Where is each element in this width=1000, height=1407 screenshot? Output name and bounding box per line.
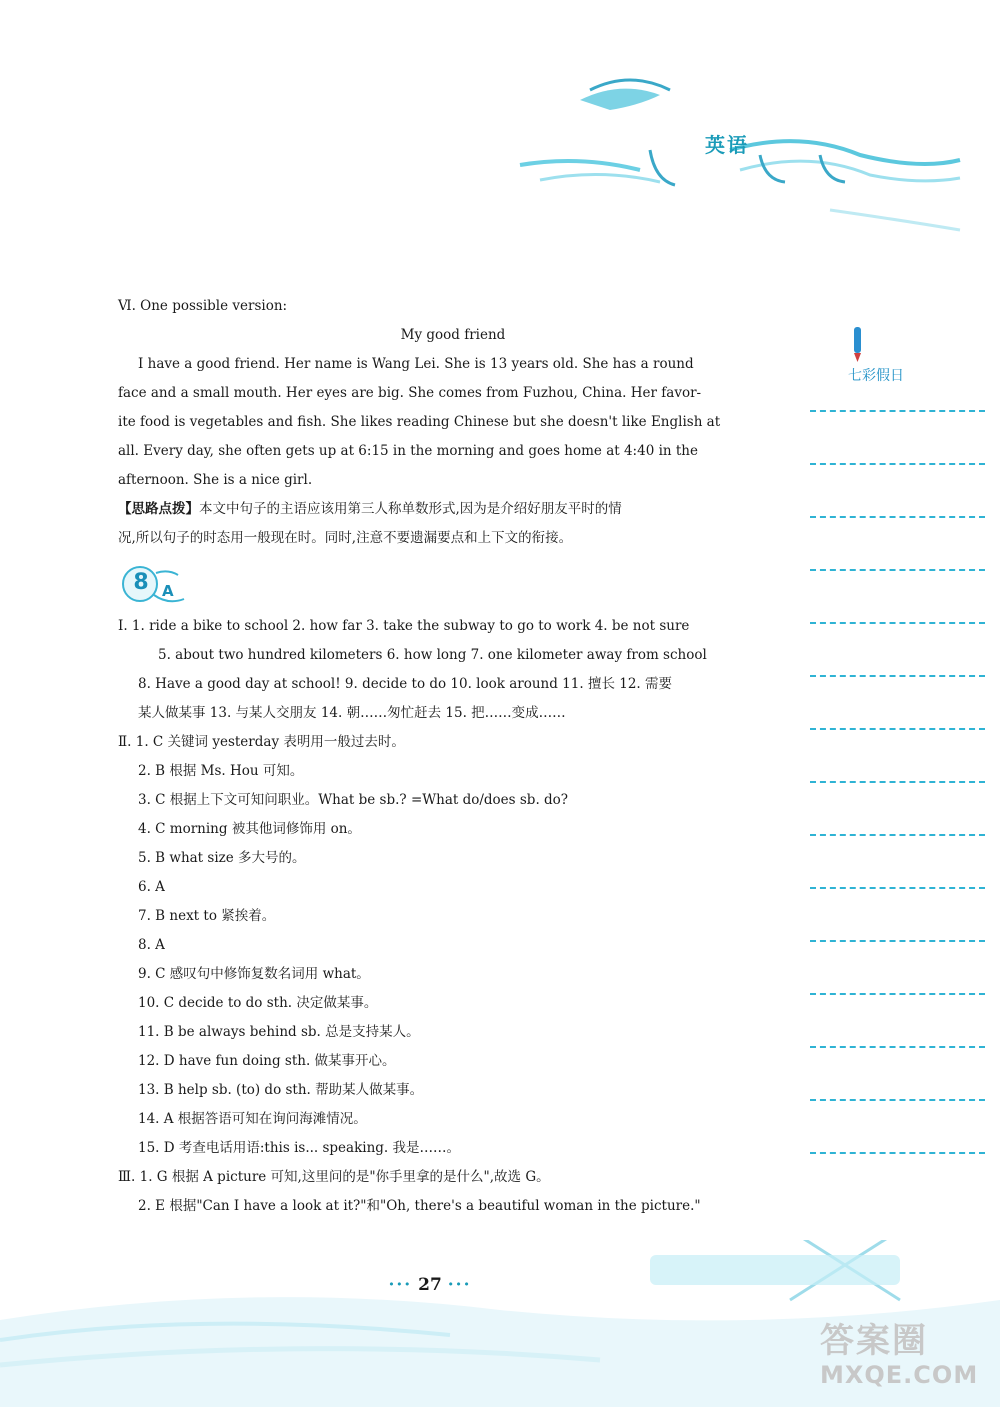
- note-line: [810, 834, 985, 836]
- tip-text: 本文中句子的主语应该用第三人称单数形式,因为是介绍好朋友平时的情: [199, 501, 622, 517]
- answer-line: 5. about two hundred kilometers 6. how long 7. one kilometer away from school: [158, 647, 707, 663]
- essay-title: My good friend: [400, 327, 506, 343]
- essay-line: ite food is vegetables and fish. She likes reading Chinese but she doesn't like English at: [118, 414, 721, 430]
- notes-column: [810, 400, 990, 1230]
- note-line: [810, 993, 985, 995]
- answer-line: 10. C decide to do sth. 决定做某事。: [138, 995, 378, 1011]
- essay-line: afternoon. She is a nice girl.: [118, 472, 313, 488]
- note-line: [810, 463, 985, 465]
- essay-line: I have a good friend. Her name is Wang Lei. She is 13 years old. She has a round: [138, 356, 694, 372]
- answer-line: 2. E 根据"Can I have a look at it?"和"Oh, there's a beautiful woman in the picture.": [138, 1198, 701, 1214]
- essay-line: all. Every day, she often gets up at 6:15 in the morning and goes home at 4:40 in the: [118, 443, 698, 459]
- answer-line: 6. A: [138, 879, 165, 895]
- watermark-text: 答案圈: [820, 1321, 928, 1361]
- pen-icon: [848, 325, 868, 365]
- note-line: [810, 675, 985, 677]
- watermark: [820, 1320, 990, 1395]
- answer-line: 4. C morning 被其他词修饰用 on。: [138, 821, 361, 837]
- tip-text: 况,所以句子的时态用一般现在时。同时,注意不要遗漏要点和上下文的衔接。: [118, 530, 573, 546]
- answer-line: 13. B help sb. (to) do sth. 帮助某人做某事。: [138, 1082, 424, 1098]
- note-line: [810, 1099, 985, 1101]
- section-heading: Ⅵ. One possible version:: [118, 298, 288, 314]
- page-dots: ···: [447, 1275, 472, 1295]
- answer-line: 9. C 感叹句中修饰复数名词用 what。: [138, 966, 370, 982]
- note-line: [810, 622, 985, 624]
- answer-line: 7. B next to 紧挨着。: [138, 908, 276, 924]
- page-number-value: 27: [418, 1275, 442, 1295]
- answer-line: Ⅱ. 1. C 关键词 yesterday 表明用一般过去时。: [118, 734, 405, 750]
- unit-badge: [118, 565, 188, 607]
- answers: [118, 612, 768, 1221]
- answer-line: 11. B be always behind sb. 总是支持某人。: [138, 1024, 420, 1040]
- answer-line: 12. D have fun doing sth. 做某事开心。: [138, 1053, 396, 1069]
- unit-part: A: [162, 582, 174, 600]
- page-dots: ···: [388, 1275, 413, 1295]
- tip-line: [118, 495, 758, 524]
- note-line: [810, 569, 985, 571]
- answer-line: 15. D 考查电话用语:this is... speaking. 我是……。: [138, 1140, 461, 1156]
- watermark-url: MXQE.COM: [820, 1361, 979, 1389]
- note-line: [810, 781, 985, 783]
- note-line: [810, 887, 985, 889]
- page-number: [380, 1275, 480, 1305]
- answer-line: 8. Have a good day at school! 9. decide to do 10. look around 11. 擅长 12. 需要: [138, 676, 672, 692]
- subject-label: 英语: [705, 133, 749, 157]
- note-line: [810, 940, 985, 942]
- essay-line: face and a small mouth. Her eyes are big. She comes from Fuzhou, China. Her favor-: [118, 385, 702, 401]
- answer-line: 2. B 根据 Ms. Hou 可知。: [138, 763, 304, 779]
- answer-line: 某人做某事 13. 与某人交朋友 14. 朝……匆忙赶去 15. 把……变成……: [138, 705, 566, 721]
- unit-number: 8: [133, 570, 149, 595]
- note-line: [810, 1152, 985, 1154]
- section-6: [118, 292, 758, 553]
- answer-line: Ⅲ. 1. G 根据 A picture 可知,这里问的是"你手里拿的是什么",故选 G。: [118, 1169, 550, 1185]
- note-line: [810, 410, 985, 412]
- brand-label: 七彩假日: [848, 368, 904, 384]
- answer-line: 8. A: [138, 937, 165, 953]
- note-line: [810, 1046, 985, 1048]
- note-line: [810, 728, 985, 730]
- answer-line: 14. A 根据答语可知在询问海滩情况。: [138, 1111, 367, 1127]
- note-line: [810, 516, 985, 518]
- tip-label: 【思路点拨】: [118, 501, 199, 517]
- answer-line: 5. B what size 多大号的。: [138, 850, 306, 866]
- answer-line: 3. C 根据上下文可知问职业。What be sb.? =What do/does sb. do?: [138, 792, 569, 808]
- answer-line: Ⅰ. 1. ride a bike to school 2. how far 3. take the subway to go to work 4. be not sure: [118, 618, 690, 634]
